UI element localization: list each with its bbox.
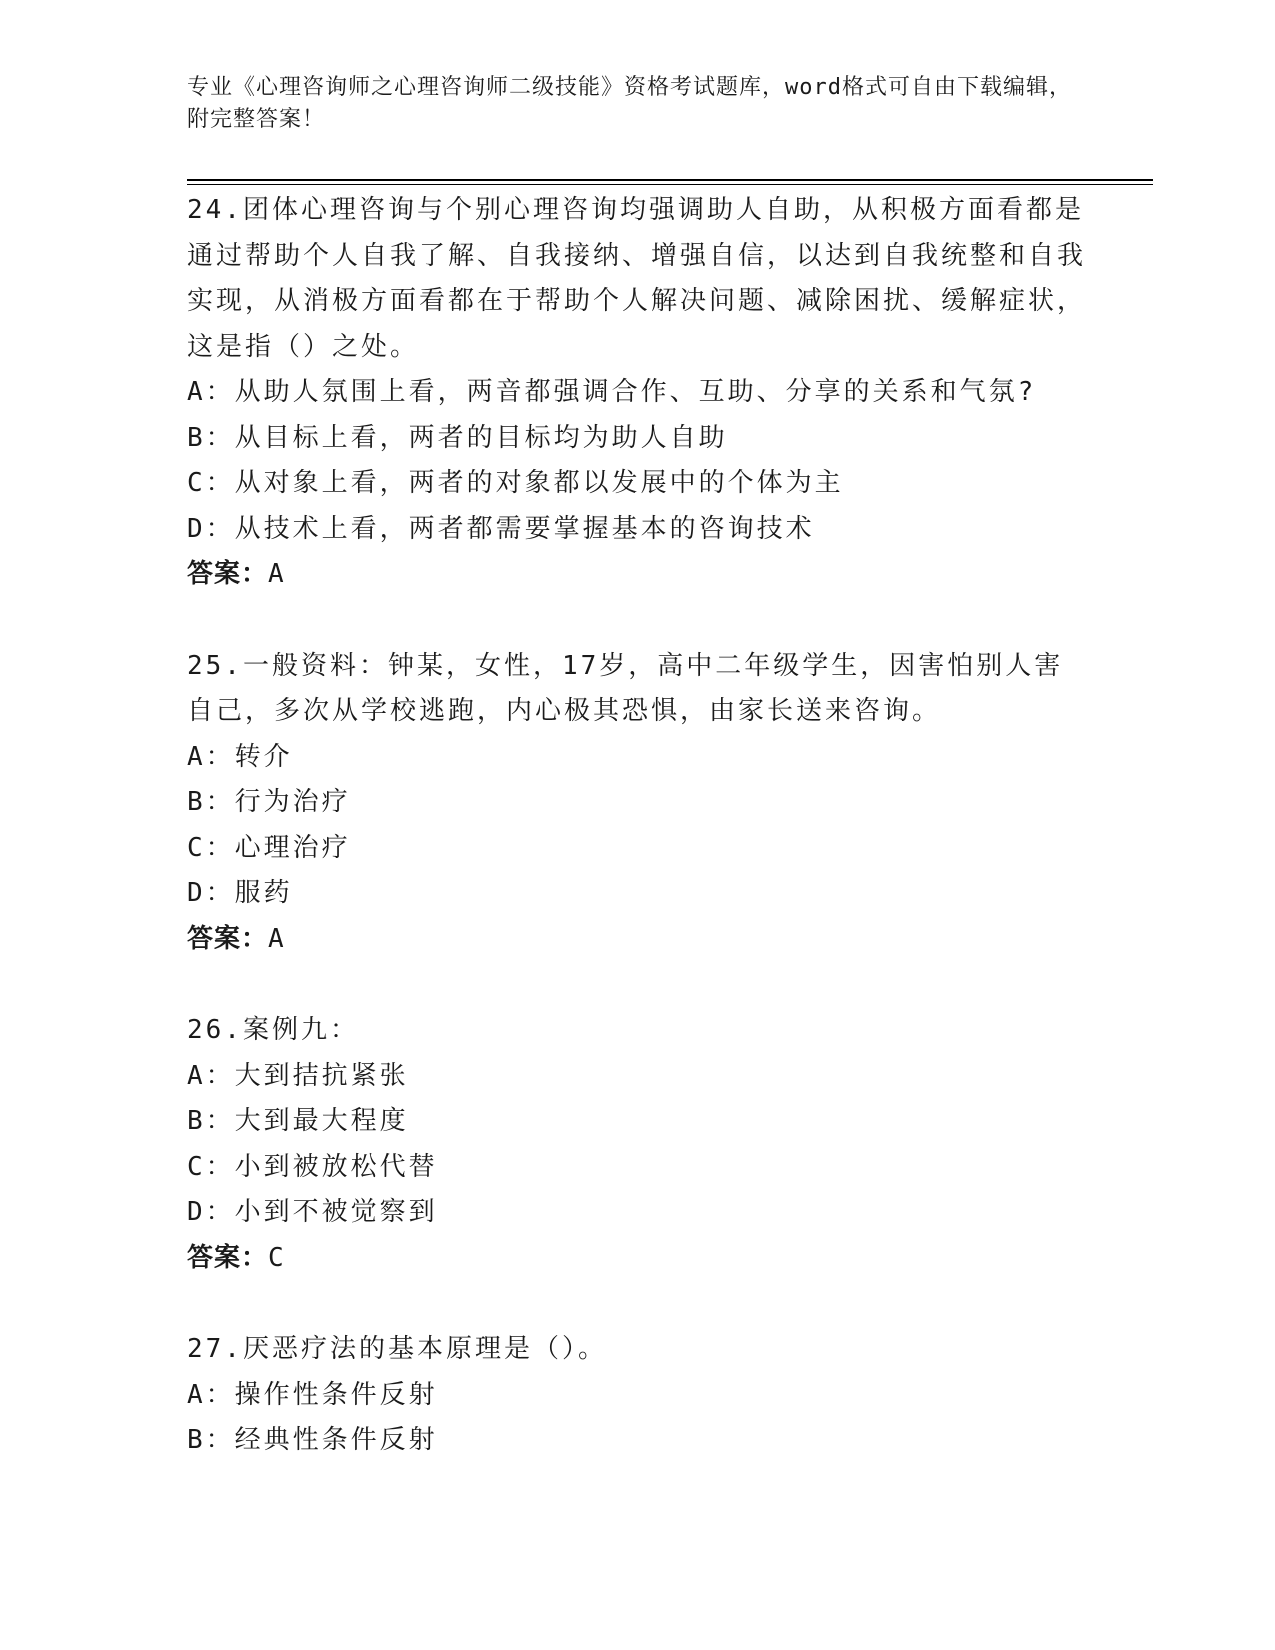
answer-value: A <box>268 559 285 589</box>
option-b: B：大到最大程度 <box>187 1106 409 1136</box>
option-a: A：操作性条件反射 <box>187 1379 438 1410</box>
question-26 <box>187 1008 1087 1281</box>
option-b: B：行为治疗 <box>187 787 351 817</box>
answer-value: A <box>268 923 285 954</box>
answer-line <box>187 552 1087 598</box>
option-c: C：从对象上看，两者的对象都以发展中的个体为主 <box>187 468 844 498</box>
answer-label: 答案： <box>187 559 269 589</box>
answer-line <box>187 1236 1087 1282</box>
option-d: D：从技术上看，两者都需要掌握基本的咨询技术 <box>187 513 815 544</box>
answer-label: 答案： <box>187 923 269 954</box>
option-b: B：从目标上看，两者的目标均为助人自助 <box>187 422 728 453</box>
question-text: 25.一般资料：钟某，女性，17岁，高中二年级学生，因害怕别人害自己，多次从学校逃跑，内心极其恐惧，由家长送来咨询。 <box>187 650 1064 726</box>
document-header: 专业《心理咨询师之心理咨询师二级技能》资格考试题库，word格式可自由下载编辑，附完整答案！ <box>187 75 1072 132</box>
option-a: A：从助人氛围上看，两音都强调合作、互助、分享的关系和气氛? <box>187 377 1037 407</box>
answer-value: C <box>268 1242 285 1273</box>
header-rule-thin <box>187 184 1153 185</box>
option-d: D：服药 <box>187 878 293 908</box>
answer-line <box>187 917 1087 963</box>
question-text: 24.团体心理咨询与个别心理咨询均强调助人自助，从积极方面看都是通过帮助个人自我了解、自我接纳、增强自信，以达到自我统整和自我实现，从消极方面看都在于帮助个人解决问题、减除困扰、缓解症状，这是指（）之处。 <box>187 195 1087 362</box>
question-27 <box>187 1327 1087 1464</box>
option-a: A：大到拮抗紧张 <box>187 1060 409 1091</box>
header-rule-thick <box>187 179 1153 181</box>
question-24 <box>187 188 1087 598</box>
question-text: 27.厌恶疗法的基本原理是（）。 <box>187 1334 607 1364</box>
option-d: D：小到不被觉察到 <box>187 1197 438 1227</box>
option-a: A：转介 <box>187 741 293 772</box>
option-b: B：经典性条件反射 <box>187 1425 438 1455</box>
option-c: C：心理治疗 <box>187 832 351 863</box>
question-list <box>187 188 1087 1510</box>
option-c: C：小到被放松代替 <box>187 1151 438 1182</box>
question-text: 26.案例九： <box>187 1015 359 1045</box>
question-25 <box>187 644 1087 963</box>
answer-label: 答案： <box>187 1242 269 1273</box>
